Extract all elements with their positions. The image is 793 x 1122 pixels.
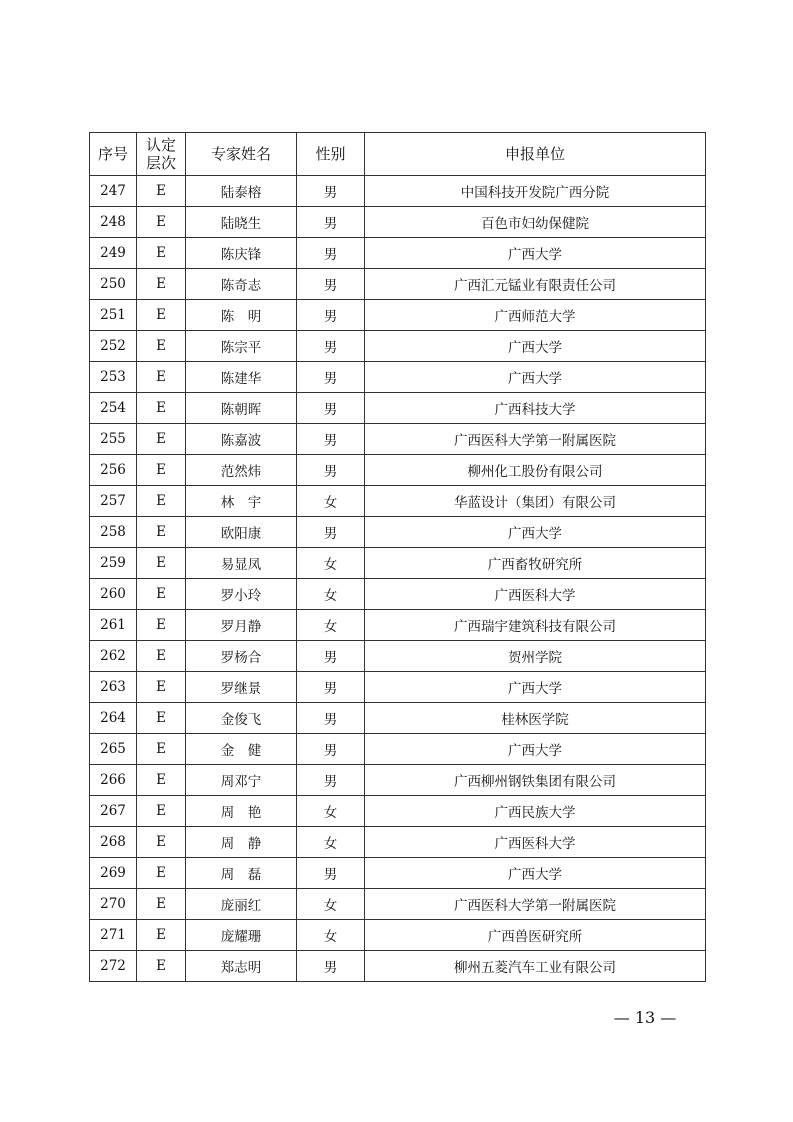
cell-level: E [137,207,186,238]
cell-name: 罗杨合 [186,641,297,672]
cell-index: 255 [90,424,137,455]
table-row [90,951,706,982]
table-header-row [90,133,706,176]
cell-level: E [137,176,186,207]
cell-unit: 广西兽医研究所 [365,920,706,951]
cell-name: 欧阳康 [186,517,297,548]
cell-level: E [137,517,186,548]
cell-index: 252 [90,331,137,362]
cell-level: E [137,486,186,517]
cell-gender: 女 [297,610,365,641]
cell-level: E [137,362,186,393]
cell-index: 272 [90,951,137,982]
cell-unit: 柳州五菱汽车工业有限公司 [365,951,706,982]
cell-name: 周邓宁 [186,765,297,796]
cell-index: 263 [90,672,137,703]
table-row [90,331,706,362]
cell-unit: 广西柳州钢铁集团有限公司 [365,765,706,796]
cell-name: 陈宗平 [186,331,297,362]
table-row [90,796,706,827]
table-row [90,300,706,331]
cell-level: E [137,579,186,610]
cell-index: 271 [90,920,137,951]
cell-name: 陆泰榕 [186,176,297,207]
cell-name: 罗小玲 [186,579,297,610]
header-level-line1: 认定 [145,136,176,154]
cell-name: 周 静 [186,827,297,858]
cell-gender: 男 [297,393,365,424]
cell-gender: 男 [297,331,365,362]
cell-gender: 女 [297,920,365,951]
cell-unit: 广西大学 [365,672,706,703]
cell-unit: 广西医科大学第一附属医院 [365,424,706,455]
cell-gender: 男 [297,734,365,765]
cell-gender: 男 [297,176,365,207]
cell-unit: 广西大学 [365,517,706,548]
cell-name: 陈庆锋 [186,238,297,269]
cell-unit: 广西大学 [365,238,706,269]
cell-unit: 广西医科大学 [365,827,706,858]
cell-gender: 女 [297,796,365,827]
cell-name: 周 艳 [186,796,297,827]
cell-level: E [137,858,186,889]
cell-level: E [137,796,186,827]
cell-level: E [137,734,186,765]
table-row [90,765,706,796]
table-row [90,548,706,579]
cell-name: 陈朝晖 [186,393,297,424]
cell-level: E [137,300,186,331]
header-name: 专家姓名 [186,133,297,176]
cell-unit: 广西汇元锰业有限责任公司 [365,269,706,300]
cell-name: 周 磊 [186,858,297,889]
cell-level: E [137,703,186,734]
header-level [137,133,186,176]
cell-unit: 广西医科大学 [365,579,706,610]
table-row [90,207,706,238]
cell-gender: 男 [297,765,365,796]
cell-index: 260 [90,579,137,610]
cell-gender: 女 [297,579,365,610]
cell-gender: 男 [297,300,365,331]
cell-level: E [137,889,186,920]
cell-index: 264 [90,703,137,734]
cell-index: 248 [90,207,137,238]
cell-gender: 男 [297,858,365,889]
cell-gender: 男 [297,951,365,982]
cell-level: E [137,393,186,424]
cell-gender: 男 [297,672,365,703]
cell-level: E [137,672,186,703]
cell-gender: 男 [297,703,365,734]
cell-name: 庞耀珊 [186,920,297,951]
cell-unit: 中国科技开发院广西分院 [365,176,706,207]
cell-name: 郑志明 [186,951,297,982]
cell-name: 金 健 [186,734,297,765]
table-row [90,362,706,393]
cell-unit: 广西民族大学 [365,796,706,827]
cell-name: 范然炜 [186,455,297,486]
cell-level: E [137,765,186,796]
table-body [90,176,706,982]
cell-level: E [137,951,186,982]
cell-level: E [137,548,186,579]
cell-name: 陈 明 [186,300,297,331]
table-row [90,455,706,486]
cell-name: 陈建华 [186,362,297,393]
cell-gender: 男 [297,641,365,672]
cell-gender: 男 [297,455,365,486]
cell-index: 247 [90,176,137,207]
cell-unit: 广西大学 [365,734,706,765]
table-row [90,672,706,703]
cell-index: 250 [90,269,137,300]
cell-unit: 华蓝设计（集团）有限公司 [365,486,706,517]
cell-name: 陈奇志 [186,269,297,300]
cell-unit: 广西师范大学 [365,300,706,331]
cell-name: 陈嘉波 [186,424,297,455]
expert-table [89,132,706,982]
cell-level: E [137,238,186,269]
table-row [90,889,706,920]
cell-gender: 男 [297,424,365,455]
cell-index: 257 [90,486,137,517]
cell-gender: 男 [297,362,365,393]
table-row [90,641,706,672]
cell-index: 261 [90,610,137,641]
cell-level: E [137,331,186,362]
cell-index: 266 [90,765,137,796]
cell-unit: 广西大学 [365,362,706,393]
cell-index: 268 [90,827,137,858]
cell-level: E [137,610,186,641]
cell-unit: 广西大学 [365,331,706,362]
table-row [90,176,706,207]
table-row [90,517,706,548]
cell-gender: 男 [297,517,365,548]
cell-index: 256 [90,455,137,486]
cell-index: 251 [90,300,137,331]
cell-index: 249 [90,238,137,269]
table-row [90,424,706,455]
cell-unit: 柳州化工股份有限公司 [365,455,706,486]
cell-gender: 女 [297,827,365,858]
cell-index: 269 [90,858,137,889]
cell-unit: 贺州学院 [365,641,706,672]
table-row [90,238,706,269]
cell-gender: 女 [297,548,365,579]
cell-index: 259 [90,548,137,579]
cell-name: 庞丽红 [186,889,297,920]
page-number: — 13 — [613,1008,677,1027]
cell-index: 254 [90,393,137,424]
cell-name: 金俊飞 [186,703,297,734]
cell-name: 易显凤 [186,548,297,579]
cell-name: 罗继景 [186,672,297,703]
cell-gender: 女 [297,889,365,920]
cell-unit: 广西大学 [365,858,706,889]
cell-index: 270 [90,889,137,920]
cell-gender: 女 [297,486,365,517]
cell-unit: 广西医科大学第一附属医院 [365,889,706,920]
cell-gender: 男 [297,238,365,269]
cell-index: 258 [90,517,137,548]
cell-level: E [137,269,186,300]
header-level-line2: 层次 [145,154,176,172]
cell-unit: 百色市妇幼保健院 [365,207,706,238]
cell-unit: 广西畜牧研究所 [365,548,706,579]
table-row [90,393,706,424]
cell-level: E [137,920,186,951]
cell-level: E [137,424,186,455]
table-row [90,827,706,858]
cell-name: 罗月静 [186,610,297,641]
table-row [90,486,706,517]
table-row [90,734,706,765]
header-gender: 性别 [297,133,365,176]
table-row [90,610,706,641]
cell-index: 267 [90,796,137,827]
cell-name: 陆晓生 [186,207,297,238]
cell-index: 262 [90,641,137,672]
table-row [90,269,706,300]
cell-index: 265 [90,734,137,765]
header-unit: 申报单位 [365,133,706,176]
cell-index: 253 [90,362,137,393]
table-row [90,920,706,951]
header-index: 序号 [90,133,137,176]
cell-unit: 广西瑞宇建筑科技有限公司 [365,610,706,641]
table-row [90,858,706,889]
cell-gender: 男 [297,269,365,300]
cell-name: 林 宇 [186,486,297,517]
cell-unit: 广西科技大学 [365,393,706,424]
cell-level: E [137,827,186,858]
table-row [90,703,706,734]
cell-level: E [137,641,186,672]
cell-unit: 桂林医学院 [365,703,706,734]
cell-level: E [137,455,186,486]
cell-gender: 男 [297,207,365,238]
table-row [90,579,706,610]
